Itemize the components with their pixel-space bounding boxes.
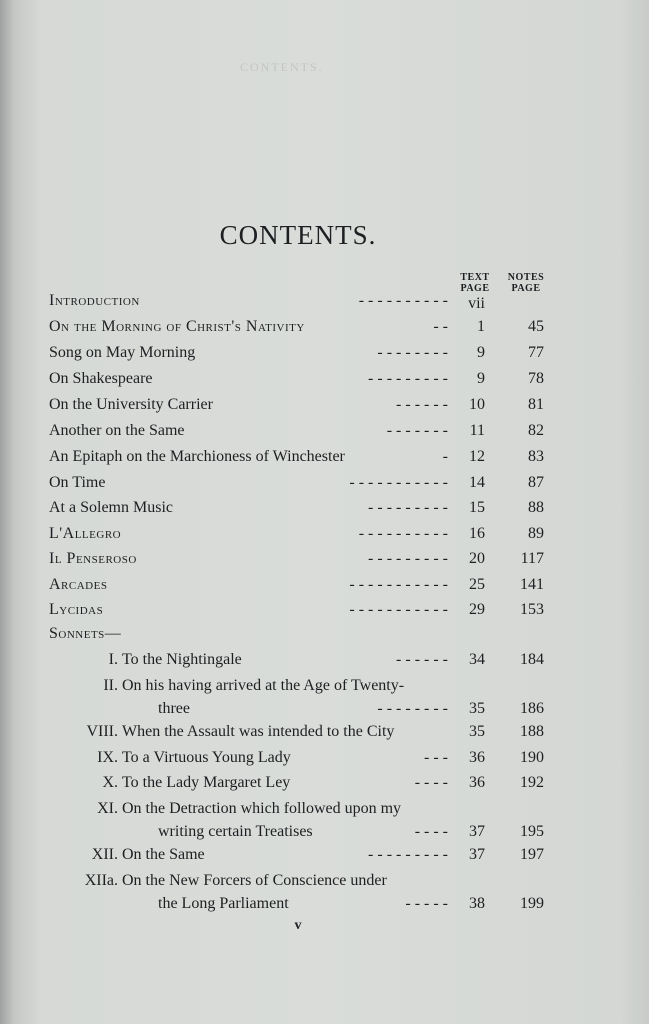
sonnet-numeral: X. xyxy=(102,774,118,791)
toc-entry xyxy=(0,601,649,625)
column-header-notes-page: NOTES PAGE xyxy=(507,272,545,294)
sonnet-entry xyxy=(0,800,649,824)
leader-dots: - - - - - - - - - xyxy=(368,846,448,863)
notes-page-number: 188 xyxy=(520,723,544,740)
sonnet-title: To a Virtuous Young Lady xyxy=(122,749,291,766)
sonnet-entry xyxy=(0,774,649,798)
sonnet-title-continued: three xyxy=(158,700,190,717)
sonnet-numeral: XIIa. xyxy=(84,872,118,889)
bleed-through-text: CONTENTS. xyxy=(240,60,324,74)
notes-page-number: 88 xyxy=(528,499,544,516)
leader-dots: - - - - xyxy=(414,774,448,791)
notes-page-number: 199 xyxy=(520,895,544,912)
text-page-number: 9 xyxy=(477,370,485,387)
entry-title: L'Allegro xyxy=(49,525,122,542)
leader-dots: - - - - - - - - - xyxy=(368,370,448,387)
sonnet-entry-continuation xyxy=(0,700,649,724)
leader-dots: - - - - - - - - - - - xyxy=(349,474,448,491)
entry-title: Song on May Morning xyxy=(49,344,196,361)
leader-dots: - - - - - - - xyxy=(386,422,448,439)
leader-dots: - - - - - - - - - xyxy=(368,499,448,516)
sonnet-numeral: VIII. xyxy=(86,723,118,740)
leader-dots: - - - - - - - - xyxy=(377,700,448,717)
sonnet-title: To the Nightingale xyxy=(122,651,242,668)
notes-page-number: 197 xyxy=(520,846,544,863)
leader-dots: - - - - - xyxy=(405,895,448,912)
sonnet-numeral: XI. xyxy=(97,800,118,817)
text-page-number: 36 xyxy=(469,774,485,791)
sonnet-title: On the Same xyxy=(122,846,205,863)
notes-page-number: 190 xyxy=(520,749,544,766)
sonnet-entry-continuation xyxy=(0,895,649,919)
leader-dots: - - - - - - - - - - xyxy=(358,525,448,542)
leader-dots: - - xyxy=(433,318,448,335)
notes-page-number: 87 xyxy=(528,474,544,491)
text-page-number: 1 xyxy=(477,318,485,335)
leader-dots: - - - - - - - - - xyxy=(368,550,448,567)
notes-page-number: 186 xyxy=(520,700,544,717)
sonnet-title: When the Assault was intended to the City xyxy=(122,723,395,740)
notes-page-number: 195 xyxy=(520,823,544,840)
sonnet-title: To the Lady Margaret Ley xyxy=(122,774,291,791)
text-page-number: 20 xyxy=(469,550,485,567)
entry-title: On Shakespeare xyxy=(49,370,153,387)
notes-page-number: 81 xyxy=(528,396,544,413)
toc-entry xyxy=(0,396,649,420)
sonnet-entry xyxy=(0,749,649,773)
text-page-number: 11 xyxy=(469,422,485,439)
sonnet-entry-continuation xyxy=(0,823,649,847)
toc-entry xyxy=(0,292,649,316)
text-page-number: 37 xyxy=(469,846,485,863)
sonnet-title-continued: writing certain Treatises xyxy=(158,823,313,840)
sonnet-title: On the Detraction which followed upon my xyxy=(122,800,402,817)
toc-entry xyxy=(0,525,649,549)
sonnet-entry xyxy=(0,846,649,870)
sonnet-entry xyxy=(0,872,649,896)
sonnet-numeral: I. xyxy=(108,651,118,668)
toc-entry xyxy=(0,474,649,498)
notes-page-number: 45 xyxy=(528,318,544,335)
text-page-number: 25 xyxy=(469,576,485,593)
sonnet-title-continued: the Long Parliament xyxy=(158,895,289,912)
entry-title: Il Penseroso xyxy=(49,550,137,567)
entry-title: At a Solemn Music xyxy=(49,499,173,516)
entry-title: On the Morning of Christ's Nativity xyxy=(49,318,305,335)
toc-entry xyxy=(0,576,649,600)
leader-dots: - - - - - - - - - - - xyxy=(349,576,448,593)
entry-title: An Epitaph on the Marchioness of Winchester xyxy=(49,448,345,465)
text-page-number: 36 xyxy=(469,749,485,766)
notes-page-number: 192 xyxy=(520,774,544,791)
leader-dots: - - - - - - - - - - xyxy=(358,292,448,309)
notes-page-number: 78 xyxy=(528,370,544,387)
notes-page-number: 141 xyxy=(520,576,544,593)
text-page-number: 35 xyxy=(469,723,485,740)
text-page-number: 35 xyxy=(469,700,485,717)
entry-title: Introduction xyxy=(49,292,140,309)
text-page-number: 34 xyxy=(469,651,485,668)
notes-page-number: 184 xyxy=(520,651,544,668)
notes-page-number: 117 xyxy=(520,550,544,567)
column-header-text-page: TEXT PAGE xyxy=(460,272,490,294)
notes-page-number: 153 xyxy=(520,601,544,618)
entry-title: Arcades xyxy=(49,576,108,593)
text-page-number: 37 xyxy=(469,823,485,840)
entry-title: Lycidas xyxy=(49,601,104,618)
notes-page-number: 83 xyxy=(528,448,544,465)
notes-page-number: 89 xyxy=(528,525,544,542)
sonnet-title: On his having arrived at the Age of Twenty- xyxy=(122,677,405,694)
text-page-number: 38 xyxy=(469,895,485,912)
toc-entry xyxy=(0,448,649,472)
text-page-number: 14 xyxy=(469,474,485,491)
leader-dots: - xyxy=(442,448,448,465)
sonnet-entry xyxy=(0,723,649,747)
text-page-number: 12 xyxy=(469,448,485,465)
notes-page-number: 82 xyxy=(528,422,544,439)
sonnet-entry xyxy=(0,651,649,675)
toc-entry xyxy=(0,370,649,394)
page-folio: v xyxy=(294,918,302,933)
entry-title: Another on the Same xyxy=(49,422,185,439)
entry-title: On Time xyxy=(49,474,106,491)
toc-entry xyxy=(0,550,649,574)
sonnet-entry xyxy=(0,677,649,701)
toc-entry xyxy=(0,499,649,523)
sonnet-numeral: XII. xyxy=(91,846,118,863)
leader-dots: - - - - - - - - xyxy=(377,344,448,361)
toc-entry xyxy=(0,318,649,342)
entry-title: On the University Carrier xyxy=(49,396,213,413)
sonnets-heading: Sonnets— xyxy=(49,625,122,642)
sonnet-numeral: IX. xyxy=(97,749,118,766)
text-page-number: vii xyxy=(468,295,485,312)
leader-dots: - - - - - - - - - - - xyxy=(349,601,448,618)
leader-dots: - - - xyxy=(424,749,448,766)
toc-entry xyxy=(0,422,649,446)
text-page-number: 9 xyxy=(477,344,485,361)
sonnet-title: On the New Forcers of Conscience under xyxy=(122,872,387,889)
text-page-number: 29 xyxy=(469,601,485,618)
page-title: CONTENTS. xyxy=(219,220,377,250)
notes-page-number: 77 xyxy=(528,344,544,361)
text-page-number: 15 xyxy=(469,499,485,516)
leader-dots: - - - - - - xyxy=(396,651,448,668)
sonnet-numeral: II. xyxy=(103,677,118,694)
text-page-number: 16 xyxy=(469,525,485,542)
leader-dots: - - - - - - xyxy=(396,396,448,413)
toc-entry xyxy=(0,344,649,368)
text-page-number: 10 xyxy=(469,396,485,413)
leader-dots: - - - - xyxy=(414,823,448,840)
